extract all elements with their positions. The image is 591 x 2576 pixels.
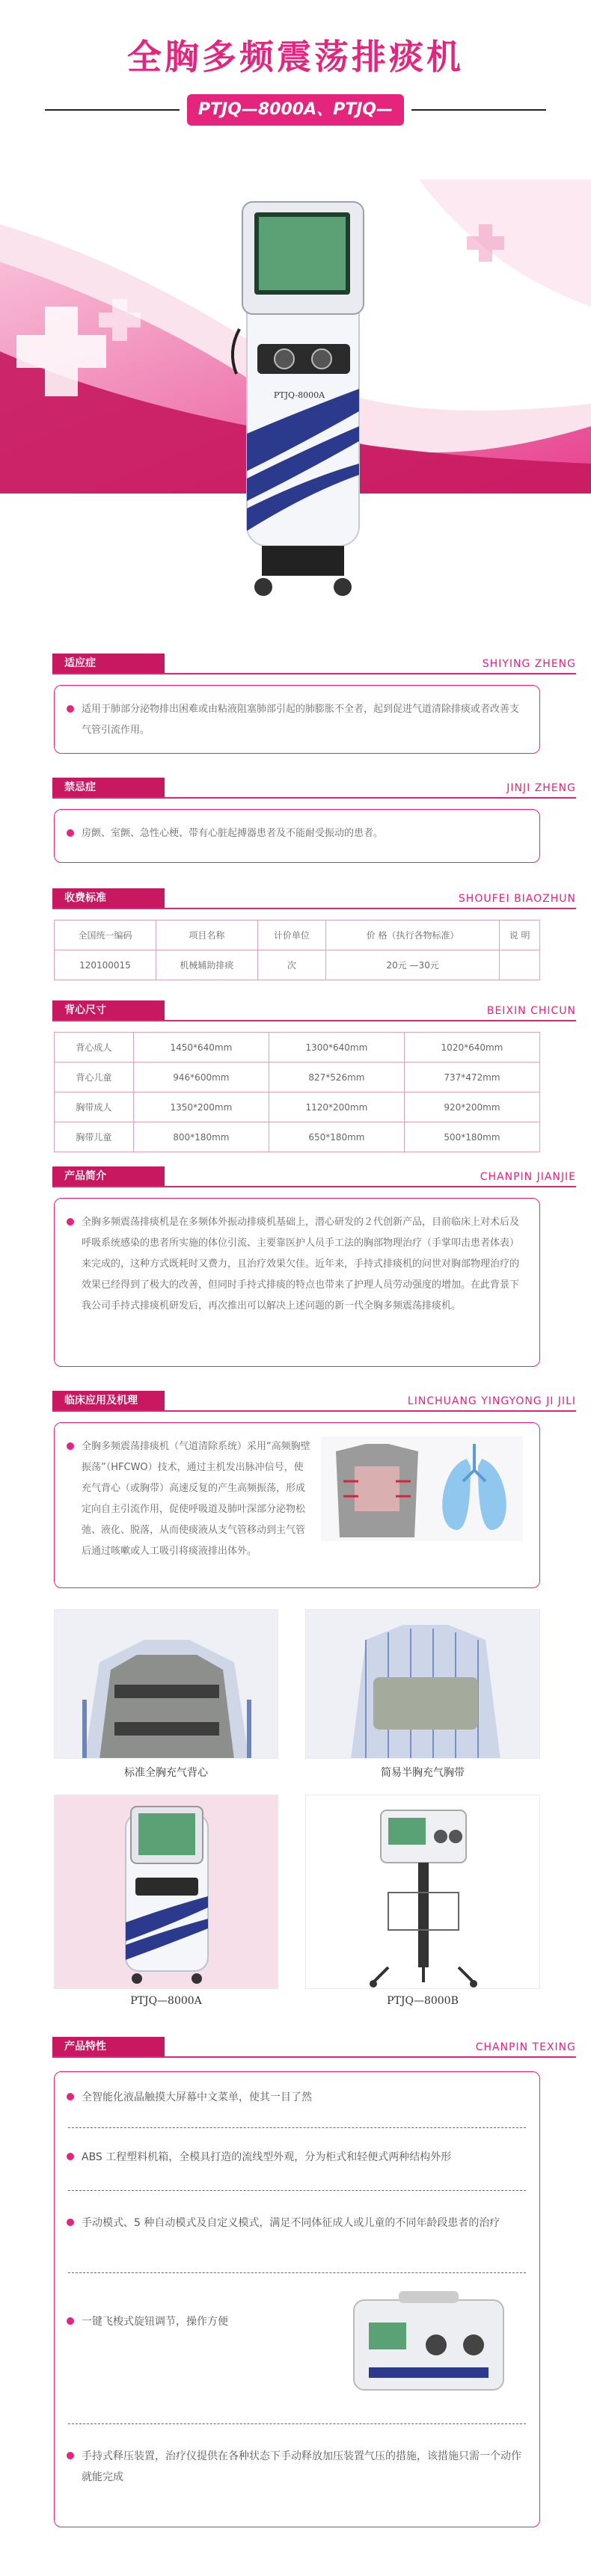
divider: [45, 109, 180, 111]
section-title: 禁忌症: [52, 778, 165, 797]
mechanism-box: [54, 1422, 540, 1588]
bullet-icon: [67, 2093, 74, 2100]
section-pinyin: JINJI ZHENG: [506, 782, 576, 794]
section-contraindications: [15, 772, 576, 806]
intro-text: 全胸多频震荡排痰机是在多频体外振动排痰机基础上，潜心研发的２代创新产品，目前临床上对术后及呼吸系统感染的患者所实施的体位引流、主要靠医护人员手工法的胸部物理治疗（手掌叩击患者体表）来完成的，这种方式既耗时又费力，且治疗效果欠佳。近年来，手持式排痰机的问世对胸部物理治疗的效果已经得到了极大的改善，但同时手持式排痰的特点也带来了护理人员劳动强度的增加。在此背景下我公司手持式排痰机研发后，再次推出可以解决上述问题的新一代全胸多频震荡排痰机。: [82, 1217, 520, 1312]
device-label: PTJQ-8000A: [273, 390, 325, 400]
section-pinyin: CHANPIN TEXING: [475, 2041, 576, 2053]
section-pinyin: LINCHUANG YINGYONG JI JILI: [407, 1395, 576, 1407]
device-image-8000a: [217, 187, 389, 606]
table-header-row: 全国统一编码 项目名称 计价单位 价 格（执行各物标准） 说 明: [55, 920, 540, 950]
feature-item: 一键飞梭式旋钮调节，操作方便: [82, 2316, 228, 2328]
indications-box: [54, 685, 540, 754]
divider: [68, 2272, 526, 2273]
contraindications-box: [54, 809, 540, 863]
section-mechanism: [15, 1385, 576, 1419]
features-box: [54, 2071, 540, 2527]
contraindications-text: 房颤、室颤、急性心梗、带有心脏起搏器患者及不能耐受振动的患者。: [82, 828, 384, 839]
section-pinyin: CHANPIN JIANJIE: [480, 1171, 576, 1183]
bullet-icon: [67, 2153, 74, 2160]
belt-photo: [305, 1609, 540, 1759]
table-row: 背心儿童 946*600mm 827*526mm 737*472mm: [55, 1063, 540, 1092]
section-title: 适应症: [52, 654, 165, 673]
table-row: 120100015 机械辅助排痰 次 20元 —30元: [55, 950, 540, 980]
section-vest-sizes: [15, 995, 576, 1029]
page-title: 全胸多频震荡排痰机: [127, 37, 464, 77]
table-row: 胸带成人 1350*200mm 1120*200mm 920*200mm: [55, 1092, 540, 1122]
intro-box: [54, 1198, 540, 1367]
table-row: 胸带儿童 800*180mm 650*180mm 500*180mm: [55, 1122, 540, 1152]
section-indications: [15, 648, 576, 682]
bullet-icon: [67, 705, 74, 713]
section-features: [15, 2031, 576, 2065]
divider: [68, 2423, 526, 2424]
bullet-icon: [67, 1218, 74, 1226]
bullet-icon: [67, 2452, 74, 2459]
feature-item: 手持式释压装置，治疗仪提供在各种状态下手动释放加压装置气压的措施，该措施只需一个动作就能完成: [82, 2450, 521, 2483]
feature-item: 手动模式、5 种自动模式及自定义模式，满足不同体征成人或儿童的不同年龄段患者的治疗: [82, 2217, 500, 2229]
section-title: 产品简介: [52, 1166, 165, 1186]
device-8000b-photo: [305, 1795, 540, 1989]
section-pinyin: SHOUFEI BIAOZHUN: [458, 893, 576, 905]
belt-caption: 简易半胸充气胸带: [381, 1767, 465, 1779]
section-pinyin: BEIXIN CHICUN: [486, 1005, 576, 1017]
hero-banner: [0, 0, 591, 636]
section-pinyin: SHIYING ZHENG: [482, 658, 576, 670]
table-row: 背心成人 1450*640mm 1300*640mm 1020*640mm: [55, 1033, 540, 1063]
indications-text: 适用于肺部分泌物排出困难或由粘液阻塞肺部引起的肺膨胀不全者，起到促进气道清除排痰或者改善支气管引流作用。: [82, 704, 520, 736]
divider: [68, 2190, 526, 2191]
divider: [411, 109, 546, 111]
model-b-caption: PTJQ—8000B: [387, 1995, 459, 2007]
vest-caption: 标准全胸充气背心: [124, 1767, 208, 1779]
section-title: 背心尺寸: [52, 1000, 165, 1020]
feature-item: 全智能化液晶触摸大屏幕中文菜单，使其一目了然: [82, 2091, 312, 2103]
model-a-caption: PTJQ—8000A: [130, 1995, 202, 2007]
bullet-icon: [67, 829, 74, 837]
section-title: 产品特性: [52, 2037, 165, 2056]
device-8000a-photo: [54, 1795, 278, 1989]
section-title: 临床应用及机理: [52, 1391, 165, 1410]
bullet-icon: [67, 2317, 74, 2325]
fee-table: [54, 920, 540, 980]
size-table: [54, 1032, 540, 1152]
feature-item: ABS 工程塑料机箱，全模具打造的流线型外观，分为柜式和轻便式两种结构外形: [82, 2151, 452, 2163]
mechanism-text: 全胸多频震荡排痰机（气道清除系统）采用“高频胸壁振荡”（HFCWO）技术，通过主机发出脉冲信号，使充气背心（或胸带）高速反复的产生高频振荡，形成定向自主引流作用，促使呼吸道及肺叶深部分泌物松弛、液化、脱落，从而使痰液从支气管移动到主气管后通过咳嗽或人工吸引将痰液排出体外。: [82, 1441, 310, 1557]
vest-photo: [54, 1609, 278, 1759]
model-badge: PTJQ—8000A、PTJQ—8000B: [187, 94, 404, 126]
lung-illustration: [321, 1436, 523, 1541]
bullet-icon: [67, 2219, 74, 2226]
portable-device-image: [339, 2285, 518, 2405]
bullet-icon: [67, 1442, 74, 1450]
vest-lung-icon: [321, 1436, 523, 1541]
section-title: 收费标准: [52, 888, 165, 908]
divider: [68, 2127, 526, 2128]
section-intro: [15, 1161, 576, 1195]
section-fees: [15, 882, 576, 917]
